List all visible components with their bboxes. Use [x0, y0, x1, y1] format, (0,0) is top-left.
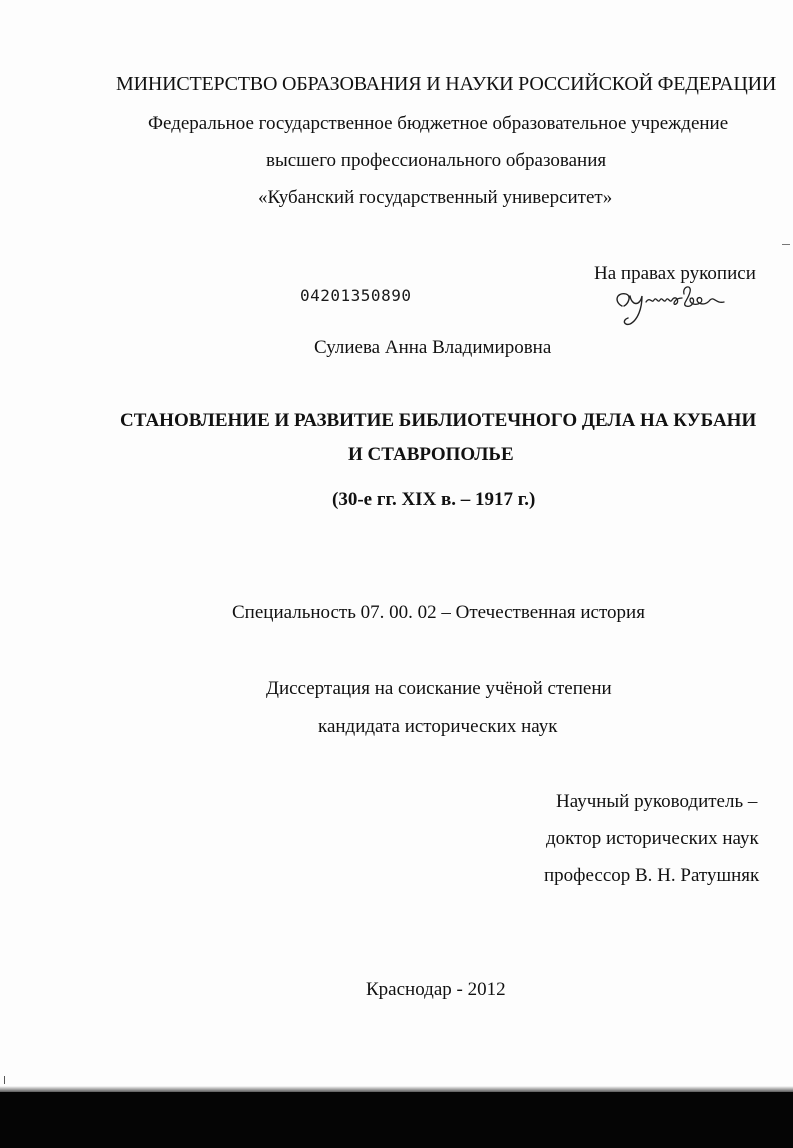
- dissertation-degree-line-2: кандидата исторических наук: [318, 716, 558, 737]
- dissertation-title-line-1: СТАНОВЛЕНИЕ И РАЗВИТИЕ БИБЛИОТЕЧНОГО ДЕЛА НА КУБАНИ: [120, 410, 757, 431]
- supervisor-line-1: Научный руководитель –: [556, 791, 758, 812]
- archive-code: 04201350890: [300, 286, 412, 305]
- author-name: Сулиева Анна Владимировна: [314, 337, 552, 358]
- manuscript-rights-label: На правах рукописи: [594, 263, 756, 284]
- institution-line-1: Федеральное государственное бюджетное образовательное учреждение: [148, 113, 729, 134]
- institution-line-3: «Кубанский государственный университет»: [258, 187, 613, 208]
- city-year: Краснодар - 2012: [366, 979, 506, 1000]
- ministry-heading: МИНИСТЕРСТВО ОБРАЗОВАНИЯ И НАУКИ РОССИЙСКОЙ ФЕДЕРАЦИИ: [116, 73, 777, 95]
- institution-line-2: высшего профессионального образования: [266, 150, 607, 171]
- dissertation-period: (30-е гг. XIX в. – 1917 г.): [332, 489, 536, 510]
- dissertation-title-line-2: И СТАВРОПОЛЬЕ: [348, 444, 514, 465]
- supervisor-line-2: доктор исторических наук: [546, 828, 759, 849]
- dissertation-degree-line-1: Диссертация на соискание учёной степени: [266, 678, 612, 699]
- scan-tick-mark: [4, 1076, 5, 1084]
- supervisor-line-3: профессор В. Н. Ратушняк: [544, 865, 760, 886]
- scan-mark: [782, 244, 790, 245]
- specialty: Специальность 07. 00. 02 – Отечественная история: [232, 602, 645, 623]
- scan-border-bar: [0, 1092, 793, 1148]
- handwritten-signature: [612, 284, 732, 334]
